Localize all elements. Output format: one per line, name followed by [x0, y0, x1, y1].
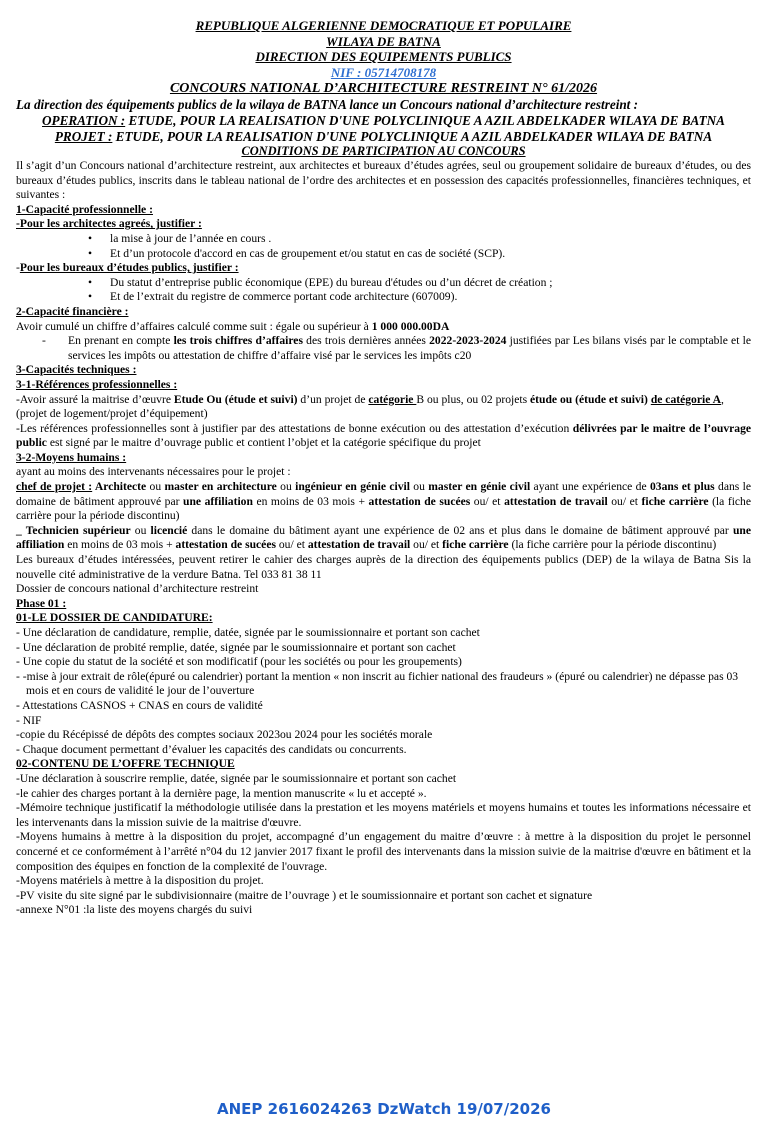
text-fragment: -Avoir assuré la maitrise d’œuvre [16, 392, 174, 406]
text-fragment: Technicien supérieur [25, 523, 131, 537]
text-fragment: ou [130, 523, 151, 537]
financial-requirement [16, 320, 751, 335]
tender-notice [16, 18, 751, 918]
text-fragment: ingénieur en génie civil [295, 480, 410, 494]
text-fragment: attestation de travail [307, 538, 411, 552]
project-type-note: (projet de logement/projet d’équipement) [16, 407, 208, 421]
text-fragment: fiche carrière [641, 494, 709, 508]
intro-paragraph: Il s’agit d’un Concours national d’architecture restreint, aux architectes et bureaux d’études agrées, seul ou groupement solidaire de bureaux d’études, ou des bureaux d’études publics, inscrits dans le tableau national de l’ordre des architectes et en possession des capacités professionnelles, financières techniques, et suivantes : [16, 159, 751, 202]
candidature-list [16, 626, 751, 757]
text-fragment: En prenant en compte [68, 334, 174, 348]
text-fragment: 2022-2023-2024 [429, 334, 507, 348]
text-fragment: chef de projet : [16, 480, 93, 494]
text-fragment: des trois dernières années [302, 334, 430, 348]
text-fragment: une affiliation [16, 523, 751, 552]
list-item: -annexe N°01 :la liste des moyens chargés du suivi [16, 903, 253, 917]
text-fragment: en moins de 03 mois + [64, 538, 176, 552]
text-fragment: licencié [150, 523, 188, 537]
section-technical-capacity: 3-Capacités techniques : [16, 363, 137, 377]
list-item: -Moyens humains à mettre à la disposition du projet, accompagné d’un engagement du maitre d’œuvre : à mettre à la disposition du projet le personnel concerné et ce conformément à l’arrêté n°04 du 12 janvier 2017 fixant le profil des intervenants dans la mission suivie de la maitrise d'œuvre en bâtiment et la composition des équipes en fonction de la complexité de l'ouvrage. [16, 830, 751, 873]
candidature-heading: 01-LE DOSSIER DE CANDIDATURE: [16, 611, 213, 625]
text-fragment: ou/ et [607, 494, 642, 508]
dossier-title: Dossier de concours national d’architecture restreint [16, 582, 259, 596]
text-fragment: de catégorie A [650, 392, 721, 406]
financial-text: Avoir cumulé un chiffre d’affaires calculé comme suit : égale ou supérieur à [16, 319, 372, 333]
conditions-heading: CONDITIONS DE PARTICIPATION AU CONCOURS [241, 144, 526, 158]
section-financial-capacity: 2-Capacité financière : [16, 304, 129, 318]
lead-statement: La direction des équipements publics de la wilaya de BATNA lance un Concours national d’architecture restreint : [16, 97, 639, 112]
technical-offer-heading: 02-CONTENU DE L’OFFRE TECHNIQUE [16, 757, 235, 771]
list-item: - Chaque document permettant d’évaluer les capacités des candidats ou concurrents. [16, 742, 407, 756]
projet-line [16, 129, 751, 145]
text-fragment: Architecte [92, 480, 147, 494]
list-item: -Moyens matériels à mettre à la disposition du projet. [16, 874, 264, 888]
list-item: - -mise à jour extrait de rôle(épuré ou calendrier) portant la mention « non inscrit au fichier national des fraudeurs » (épuré ou calendrier) ne dépasse pas 03 mois et en cours de validité le jour de l’ouverture [16, 669, 739, 698]
text-fragment: catégorie [368, 392, 417, 406]
operation-text: ETUDE, POUR LA REALISATION D'UNE POLYCLINIQUE A AZIL ABDELKADER WILAYA DE BATNA [125, 113, 725, 128]
nif-number: NIF : 05714708178 [330, 64, 437, 80]
wilaya-heading: WILAYA DE BATNA [326, 33, 441, 49]
operation-label: OPERATION : [42, 113, 126, 128]
text-fragment: étude ou (étude et suivi) [530, 392, 648, 406]
text-fragment: (la fiche carrière pour la période discontinu) [508, 538, 717, 552]
text-fragment: ou [146, 480, 165, 494]
technical-offer-list [16, 772, 751, 918]
list-item: - Une copie du statut de la société et son modificatif (pour les sociétés ou pour les groupements) [16, 655, 462, 669]
list-item: • Et d’un protocole d'accord en cas de groupement et/ou statut en cas de société (SCP). [110, 247, 751, 262]
list-item: -PV visite du site signé par le subdivisionnaire (maitre de l’ouvrage ) et le soumissionnaire et portant son cachet et signature [16, 888, 593, 902]
list-item: -Une déclaration à souscrire remplie, datée, signée par le soumissionnaire et portant son cachet [16, 771, 457, 785]
text-fragment: attestation de sucées [368, 494, 471, 508]
list-item: • Et de l’extrait du registre de commerce portant code architecture (607009). [110, 290, 751, 305]
text-fragment: 03ans et plus [649, 480, 715, 494]
dash-mark: - [16, 261, 20, 275]
text-fragment: en moins de 03 mois + [252, 494, 369, 508]
text-fragment: -Les références professionnelles sont à justifier par des attestations de bonne exécution ou des attestation d’exécution [16, 421, 573, 435]
references-paragraph [16, 393, 751, 408]
financial-detail [16, 334, 751, 363]
text-fragment: attestation de sucées [175, 538, 276, 552]
list-item: - Une déclaration de candidature, remplie, datée, signée par le soumissionnaire et portant son cachet [16, 626, 480, 639]
financial-amount: 1 000 000.00DA [371, 319, 450, 333]
text-fragment: justifiées par Les bilans visés par le comptable et le services les impôts ou attestation de chiffre d’affaire visé par le services les impôts c20 [68, 334, 751, 362]
architects-list [16, 232, 751, 261]
withdrawal-info: Les bureaux d’études intéressées, peuvent retirer le cahier des charges auprès de la direction des équipements publics (DEP) de la wilaya de Batna Sis la nouvelle cité administrative de la verdure Batna. Tel 033 81 38 11 [16, 553, 751, 581]
text-fragment: ou/ et [275, 538, 308, 552]
list-item: • Du statut d’entreprise public économique (EPE) du bureau d'études ou d’un décret de création ; [110, 276, 751, 291]
list-item: • la mise à jour de l’année en cours . [110, 232, 751, 247]
text-fragment: ou/ et [410, 538, 443, 552]
technician-requirement [16, 524, 751, 553]
text-fragment: les trois chiffres d’affaires [173, 334, 303, 348]
list-item: -copie du Récépissé de dépôts des comptes sociaux 2023ou 2024 pour les sociétés morale [16, 728, 433, 742]
list-item: -le cahier des charges portant à la dernière page, la mention manuscrite « lu et accepté ». [16, 786, 427, 800]
text-fragment: (la fiche carrière pour la période discontinu) [16, 494, 752, 523]
projet-label: PROJET : [54, 128, 113, 144]
text-fragment: master en génie civil [428, 480, 531, 494]
subsection-references: 3-1-Références professionnelles : [16, 377, 178, 391]
text-fragment: d’un projet de [297, 392, 369, 406]
text-fragment: ou [409, 480, 429, 494]
text-fragment: ayant une expérience de [530, 480, 650, 494]
public-offices-list [16, 276, 751, 305]
text-fragment: fiche carrière [442, 538, 509, 552]
references-justification [16, 422, 751, 451]
phase-heading: Phase 01 : [16, 596, 67, 610]
republic-heading: REPUBLIQUE ALGERIENNE DEMOCRATIQUE ET POPULAIRE [195, 18, 572, 33]
text-fragment: , [721, 392, 724, 406]
list-item: - NIF [16, 713, 42, 727]
projet-text: ETUDE, POUR LA REALISATION D'UNE POLYCLINIQUE A AZIL ABDELKADER WILAYA DE BATNA [112, 128, 713, 144]
direction-heading: DIRECTION DES EQUIPEMENTS PUBLICS [255, 49, 512, 64]
text-fragment: ou [276, 480, 296, 494]
text-fragment: B ou plus, ou 02 projets [416, 392, 531, 406]
text-fragment: dans le domaine de bâtiment approuvé par [16, 480, 752, 508]
text-fragment: master en architecture [164, 480, 277, 494]
subsection-public-offices [16, 261, 751, 276]
list-item: - Attestations CASNOS + CNAS en cours de validité [16, 698, 263, 712]
text-fragment: délivrées par le maitre de l’ouvrage public [16, 421, 752, 450]
publication-reference: ANEP 2616024263 DzWatch 19/07/2026 [217, 1100, 551, 1118]
section-professional-capacity: 1-Capacité professionnelle : [16, 202, 153, 216]
text-fragment: Etude Ou (étude et suivi) [173, 392, 298, 406]
text-fragment: est signé par le maitre d’ouvrage public et contient l’objet et la catégorie spécifique du projet [46, 436, 481, 450]
list-item: -Mémoire technique justificatif la méthodologie utilisée dans la prestation et les moyens matériels et moyens humains et toutes les informations nécessaire et les intervenants dans la mission suivie de la maitrise d'œuvre. [16, 801, 751, 829]
subsection-architects: -Pour les architectes agreés, justifier : [16, 217, 202, 231]
text-fragment: une affiliation [183, 494, 253, 508]
text-fragment: ou/ et [470, 494, 505, 508]
project-chief-requirement [16, 480, 751, 524]
contest-title: CONCOURS NATIONAL D’ARCHITECTURE RESTREINT N° 61/2026 [169, 81, 598, 96]
public-offices-label: Pour les bureaux d’études publics, justifier : [19, 261, 239, 275]
text-fragment: dans le domaine du bâtiment ayant une expérience de 02 ans et plus dans le domaine de bâtiment approuvé par [187, 523, 733, 537]
text-fragment: _ [16, 523, 26, 537]
list-item: - Une déclaration de probité remplie, datée, signée par le soumissionnaire et portant son cachet [16, 640, 456, 654]
human-resources-intro: ayant au moins des intervenants nécessaires pour le projet : [16, 465, 291, 479]
operation-line [16, 113, 751, 129]
subsection-human-resources: 3-2-Moyens humains : [16, 450, 127, 464]
text-fragment: attestation de travail [504, 494, 608, 508]
